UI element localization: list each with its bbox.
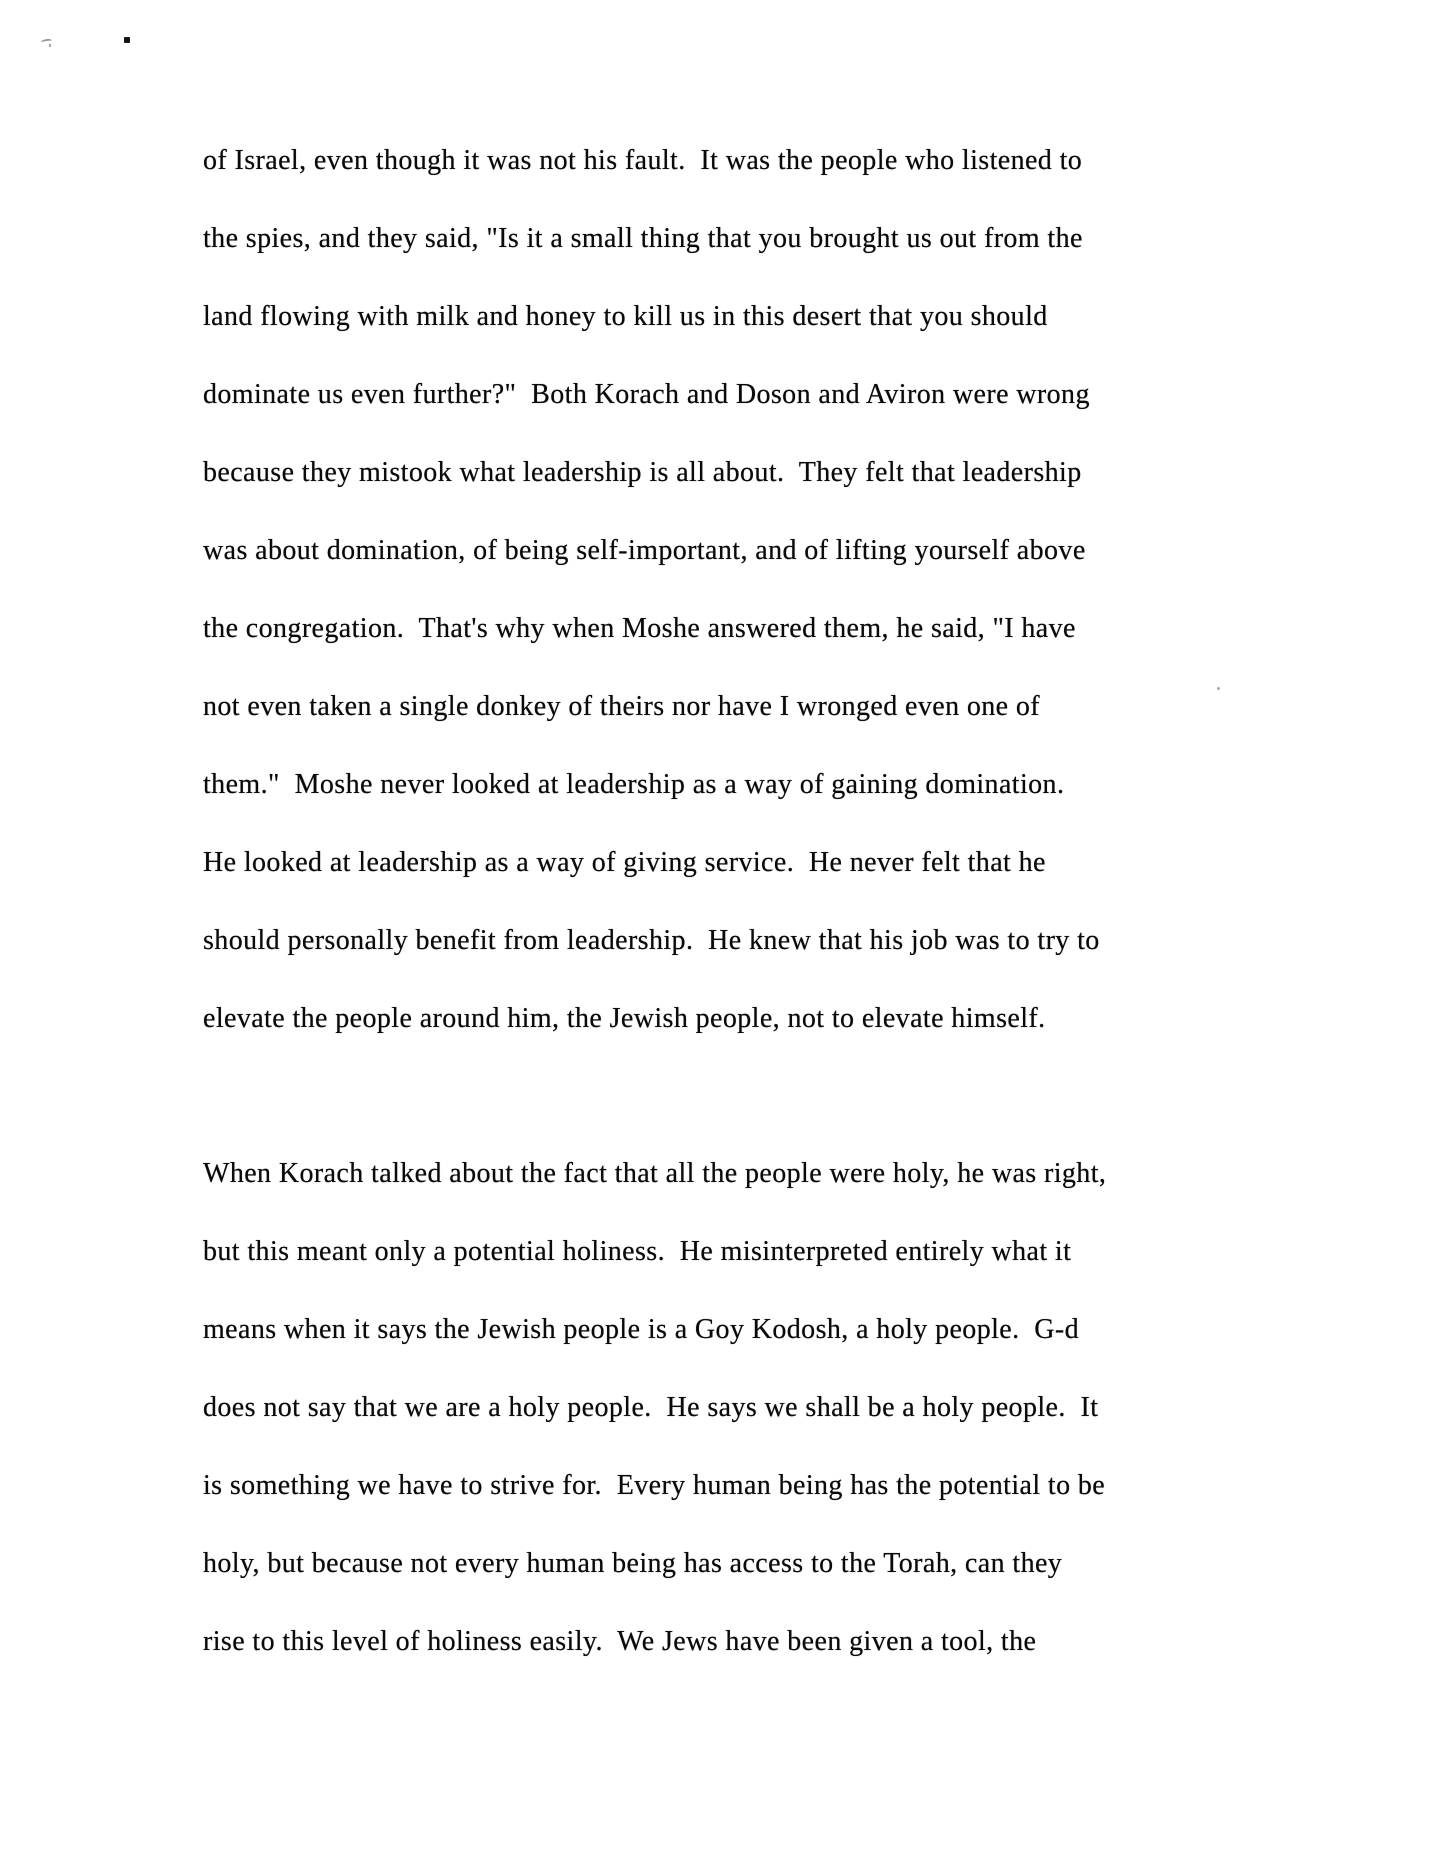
text-line: means when it says the Jewish people is a Goy Kodosh, a holy people. G-d <box>203 1314 1080 1345</box>
scan-artifact-dot-top <box>124 37 130 43</box>
text-line: was about domination, of being self-important, and of lifting yourself above <box>203 535 1086 566</box>
text-line: them." Moshe never looked at leadership as a way of gaining domination. <box>203 769 1065 800</box>
text-line: but this meant only a potential holiness. He misinterpreted entirely what it <box>203 1236 1072 1267</box>
text-line: When Korach talked about the fact that all the people were holy, he was right, <box>203 1158 1107 1189</box>
text-line: holy, but because not every human being has access to the Torah, can they <box>203 1548 1063 1579</box>
scan-artifact-squiggle-foot <box>49 44 51 47</box>
text-line: land flowing with milk and honey to kill us in this desert that you should <box>203 301 1048 332</box>
paragraph-2 <box>203 1135 1223 1681</box>
document-text <box>203 122 1223 1681</box>
text-line: rise to this level of holiness easily. We Jews have been given a tool, the <box>203 1626 1037 1657</box>
text-line: not even taken a single donkey of theirs nor have I wronged even one of <box>203 691 1041 722</box>
text-line: He looked at leadership as a way of giving service. He never felt that he <box>203 847 1046 878</box>
text-line: should personally benefit from leadership. He knew that his job was to try to <box>203 925 1100 956</box>
text-line: because they mistook what leadership is all about. They felt that leadership <box>203 457 1082 488</box>
text-line: dominate us even further?" Both Korach and Doson and Aviron were wrong <box>203 379 1090 410</box>
text-line: the congregation. That's why when Moshe answered them, he said, "I have <box>203 613 1076 644</box>
text-line: is something we have to strive for. Every human being has the potential to be <box>203 1470 1106 1501</box>
paragraph-1 <box>203 122 1223 1058</box>
text-line: does not say that we are a holy people. He says we shall be a holy people. It <box>203 1392 1099 1423</box>
text-line: of Israel, even though it was not his fault. It was the people who listened to <box>203 145 1083 176</box>
text-line: the spies, and they said, "Is it a small thing that you brought us out from the <box>203 223 1083 254</box>
text-line: elevate the people around him, the Jewish people, not to elevate himself. <box>203 1003 1046 1034</box>
